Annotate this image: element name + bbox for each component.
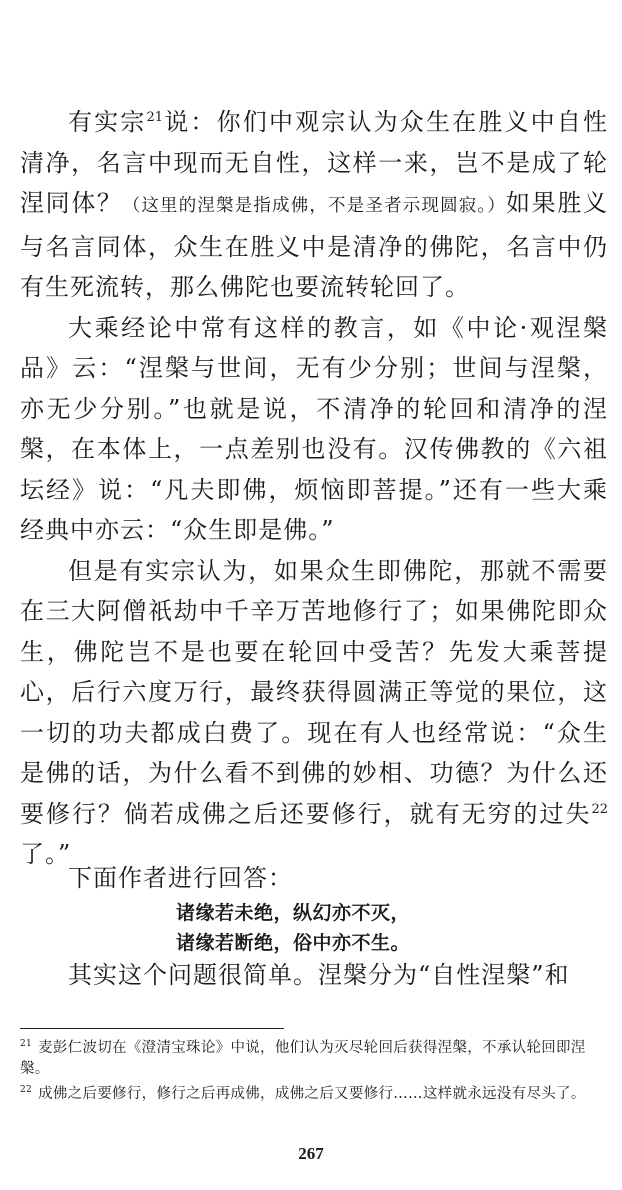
footnote-22 [20, 1084, 610, 1105]
main-text-block [20, 102, 608, 875]
footnote-number: 22 [20, 1085, 33, 1095]
paragraph-3-end: 了。” [20, 840, 72, 868]
paragraph-2: 大乘经论中常有这样的教言，如《中论·观涅槃品》云：“涅槃与世间，无有少分别；世间与涅槃，亦无少分别。”也就是说，不清净的轮回和清净的涅槃，在本体上，一点差别也没有。汉传佛教的《六祖坛经》说：“凡夫即佛，烦恼即菩提。”还有一些大乘经典中亦云：“众生即是佛。” [20, 313, 608, 544]
page-number: 267 [298, 1144, 324, 1163]
paragraph-3 [20, 551, 608, 875]
footnote-ref-21[interactable]: 21 [146, 110, 164, 125]
paragraph-1-text: 说：你们中观宗认为众生在胜义中自性清净，名言中现而无自性，这样一来，岂不是成了轮涅同体？ [20, 108, 609, 217]
footnote-divider [20, 1028, 284, 1029]
footnote-text: 麦彭仁波切在《澄清宝珠论》中说，他们认为灭尽轮回后获得涅槃，不承认轮回即涅槃。 [20, 1040, 586, 1077]
parenthetical-note: （这里的涅槃是指成佛，不是圣者示现圆寂。） [122, 196, 506, 216]
paragraph-1-end: 如果胜义与名言同体，众生在胜义中是清净的佛陀，名言中仍有生死流转，那么佛陀也要流转轮回了。 [20, 189, 609, 301]
paragraph-3-text: 但是有实宗认为，如果众生即佛陀，那就不需要在三大阿僧祇劫中千辛万苦地修行了；如果佛陀即众生，佛陀岂不是也要在轮回中受苦？先发大乘菩提心，后行六度万行，最终获得圆满正等觉的果位，这一切的功夫都成白费了。现在有人也经常说：“众生是佛的话，为什么看不到佛的妙相、功德？为什么还要修行？倘若成佛之后还要修行，就有无穷的过失 [20, 556, 608, 828]
footnote-21 [20, 1038, 610, 1080]
verse-line-1: 诸缘若未绝，纵幻亦不灭， [176, 902, 411, 924]
paragraph-1 [20, 102, 608, 308]
closing-paragraph: 其实这个问题很简单。涅槃分为“自性涅槃”和 [68, 961, 570, 989]
verse-line-2: 诸缘若断绝，俗中亦不生。 [176, 932, 411, 954]
paragraph-1-start: 有实宗 [68, 108, 147, 136]
footnote-text: 成佛之后要修行，修行之后再成佛，成佛之后又要修行……这样就永远没有尽头了。 [38, 1086, 586, 1102]
footnotes-section [20, 1038, 610, 1109]
footnote-ref-22[interactable]: 22 [591, 801, 608, 817]
answer-intro: 下面作者进行回答： [68, 864, 293, 892]
footnote-number: 21 [20, 1039, 33, 1049]
